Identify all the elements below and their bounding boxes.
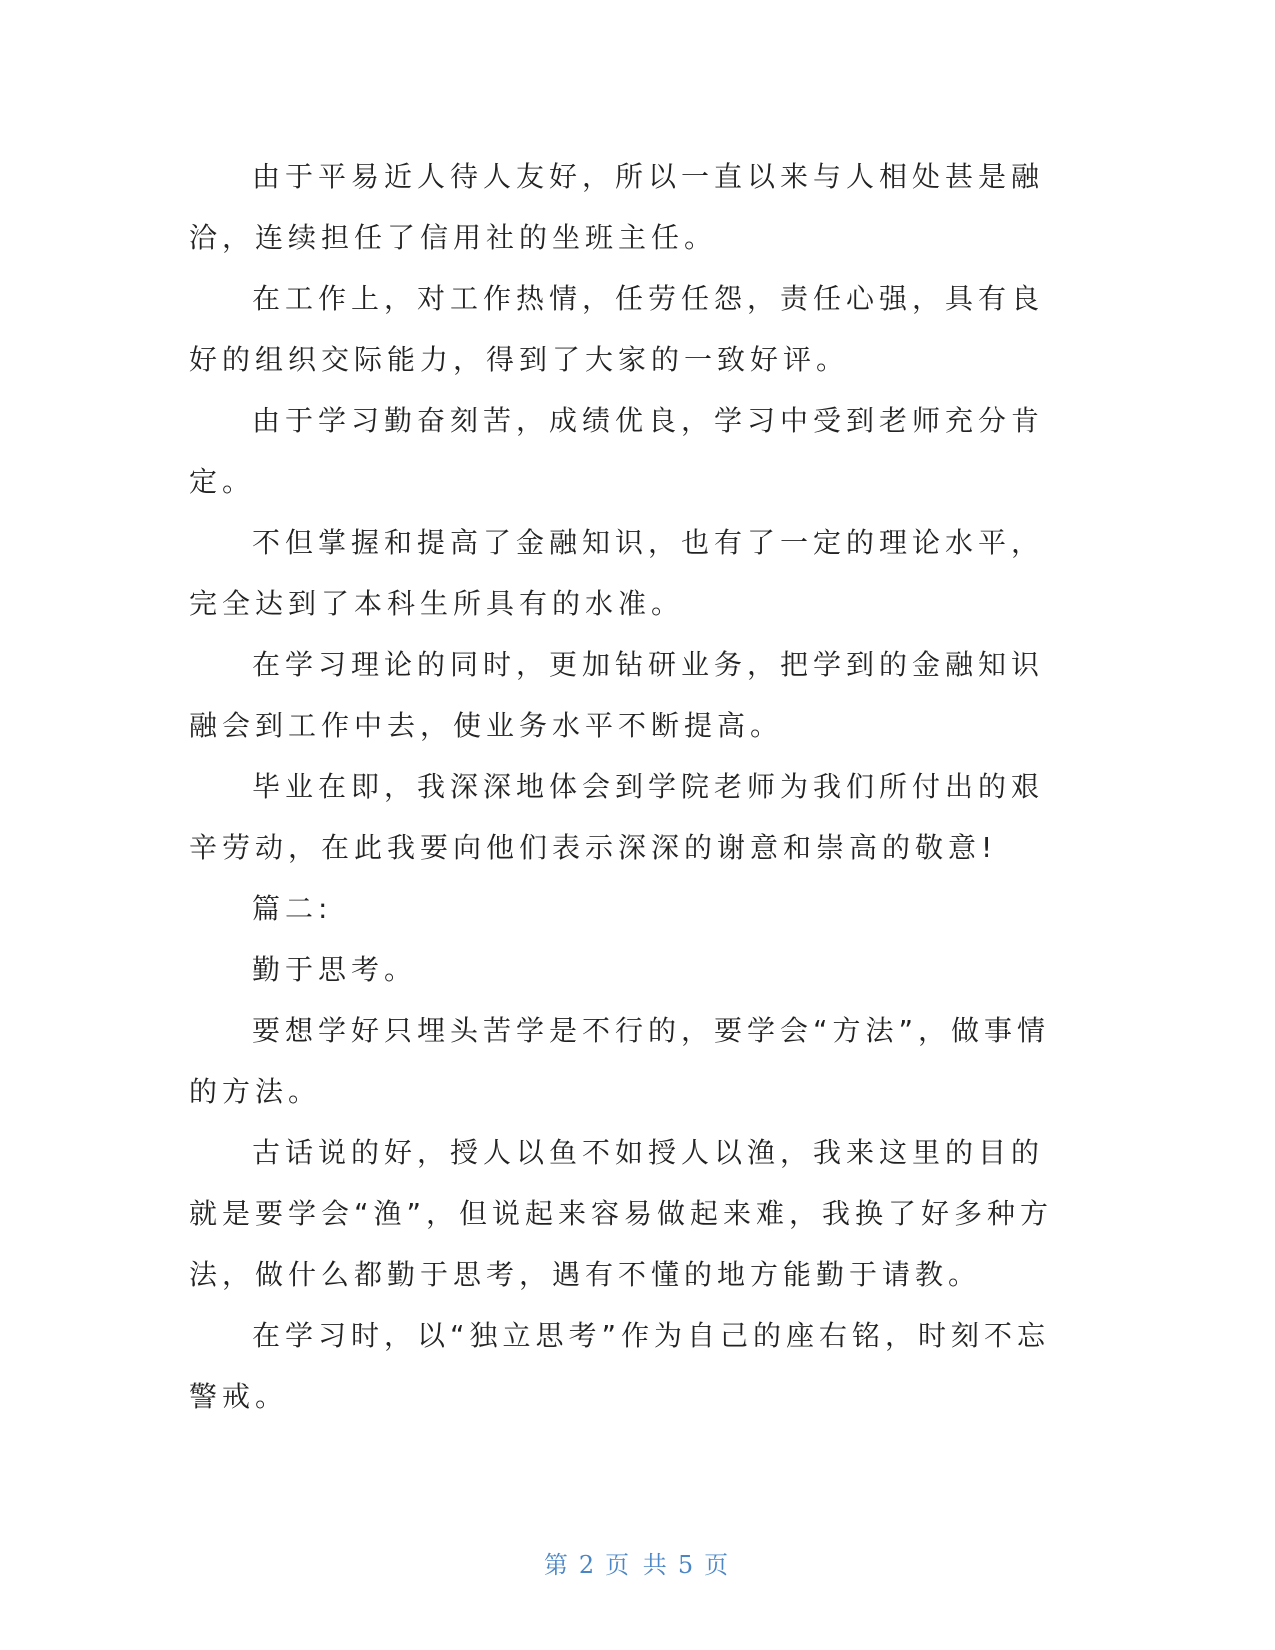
paragraph: 要想学好只埋头苦学是不行的，要学会“方法”，做事情的方法。 <box>189 1014 1051 1108</box>
footer-middle: 页 共 <box>605 1551 670 1579</box>
paragraph: 毕业在即，我深深地体会到学院老师为我们所付出的艰辛劳动，在此我要向他们表示深深的谢意和崇高的敬意! <box>189 770 1045 864</box>
page-footer <box>0 1545 1275 1580</box>
current-page-number: 2 <box>578 1551 598 1579</box>
paragraph: 在工作上，对工作热情，任劳任怨，责任心强，具有良好的组织交际能力，得到了大家的一致好评。 <box>189 282 1045 376</box>
footer-prefix: 第 <box>543 1551 571 1579</box>
footer-suffix: 页 <box>704 1551 732 1579</box>
paragraph: 由于学习勤奋刻苦，成绩优良，学习中受到老师充分肯定。 <box>189 404 1045 498</box>
total-pages-number: 5 <box>677 1551 697 1579</box>
paragraph: 古话说的好，授人以鱼不如授人以渔，我来这里的目的就是要学会“渔”，但说起来容易做起来难，我换了好多种方法，做什么都勤于思考，遇有不懂的地方能勤于请教。 <box>189 1136 1054 1291</box>
paragraph: 在学习理论的同时，更加钻研业务，把学到的金融知识融会到工作中去，使业务水平不断提高。 <box>189 648 1045 742</box>
paragraph: 在学习时，以“独立思考”作为自己的座右铭，时刻不忘警戒。 <box>189 1319 1051 1413</box>
paragraph: 由于平易近人待人友好，所以一直以来与人相处甚是融洽，连续担任了信用社的坐班主任。 <box>189 160 1045 254</box>
paragraph: 不但掌握和提高了金融知识，也有了一定的理论水平，完全达到了本科生所具有的水准。 <box>189 526 1045 620</box>
section-heading: 篇二: <box>252 892 333 925</box>
paragraph: 勤于思考。 <box>252 953 418 986</box>
document-body <box>189 146 1059 1427</box>
